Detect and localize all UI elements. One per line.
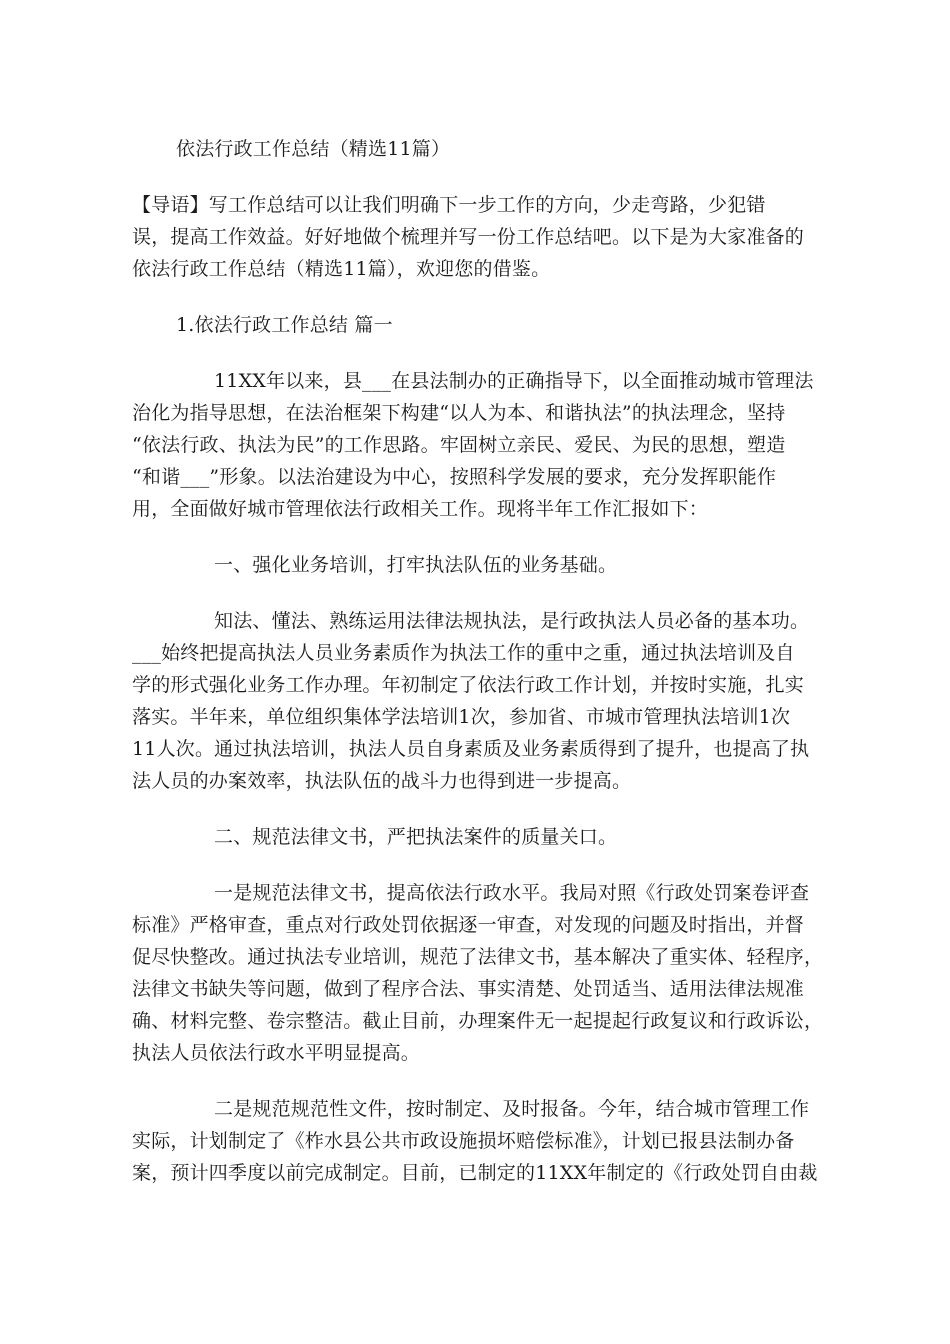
paragraph-line: 治化为指导思想，在法治框架下构建“以人为本、和谐执法”的执法理念，坚持 [132,402,786,424]
intro-line: 依法行政工作总结（精选11篇），欢迎您的借鉴。 [132,258,551,280]
subheading: 一、强化业务培训，打牢执法队伍的业务基础。 [214,554,618,576]
paragraph-line: 11人次。通过执法培训，执法人员自身素质及业务素质得到了提升，也提高了执 [132,738,810,760]
paragraph-line: 11XX年以来，县___在县法制办的正确指导下，以全面推动城市管理法 [214,370,814,392]
paragraph-line: 确、材料完整、卷宗整洁。截止目前，办理案件无一起提起行政复议和行政诉讼， [132,1010,824,1032]
paragraph-line: 实际，计划制定了《柞水县公共市政设施损坏赔偿标准》，计划已报县法制办备 [132,1130,795,1152]
paragraph-line: “依法行政、执法为民”的工作思路。牢固树立亲民、爱民、为民的思想，塑造 [132,434,786,456]
paragraph-line: 用，全面做好城市管理依法行政相关工作。现将半年工作汇报如下： [132,498,709,520]
paragraph-line: ___始终把提高执法人员业务素质作为执法工作的重中之重，通过执法培训及自 [132,642,795,664]
intro-line: 误，提高工作效益。好好地做个梳理并写一份工作总结吧。以下是为大家准备的 [132,226,805,248]
paragraph-line: 二是规范规范性文件，按时制定、及时报备。今年，结合城市管理工作 [214,1098,810,1120]
section-heading: 1.依法行政工作总结 篇一 [176,314,393,336]
paragraph-line: 执法人员依法行政水平明显提高。 [132,1042,421,1064]
paragraph-line: 一是规范法律文书，提高依法行政水平。我局对照《行政处罚案卷评查 [214,882,810,904]
paragraph-line: 法人员的办案效率，执法队伍的战斗力也得到进一步提高。 [132,770,632,792]
paragraph-line: 学的形式强化业务工作办理。年初制定了依法行政工作计划，并按时实施，扎实 [132,674,805,696]
paragraph-line: “和谐___”形象。以法治建设为中心，按照科学发展的要求，充分发挥职能作 [132,466,777,488]
paragraph-line: 法律文书缺失等问题，做到了程序合法、事实清楚、处罚适当、适用法律法规准 [132,978,805,1000]
document-title: 依法行政工作总结（精选11篇） [176,138,451,160]
paragraph-line: 案，预计四季度以前完成制定。目前，已制定的11XX年制定的《行政处罚自由裁 [132,1162,818,1184]
subheading: 二、规范法律文书，严把执法案件的质量关口。 [214,826,618,848]
paragraph-line: 知法、懂法、熟练运用法律法规执法，是行政执法人员必备的基本功。 [214,610,810,632]
paragraph-line: 标准》严格审查，重点对行政处罚依据逐一审查，对发现的问题及时指出，并督 [132,914,805,936]
paragraph-line: 促尽快整改。通过执法专业培训，规范了法律文书，基本解决了重实体、轻程序， [132,946,824,968]
paragraph-line: 落实。半年来，单位组织集体学法培训1次，参加省、市城市管理执法培训1次 [132,706,791,728]
intro-line: 【导语】写工作总结可以让我们明确下一步工作的方向，少走弯路，少犯错 [132,194,766,216]
